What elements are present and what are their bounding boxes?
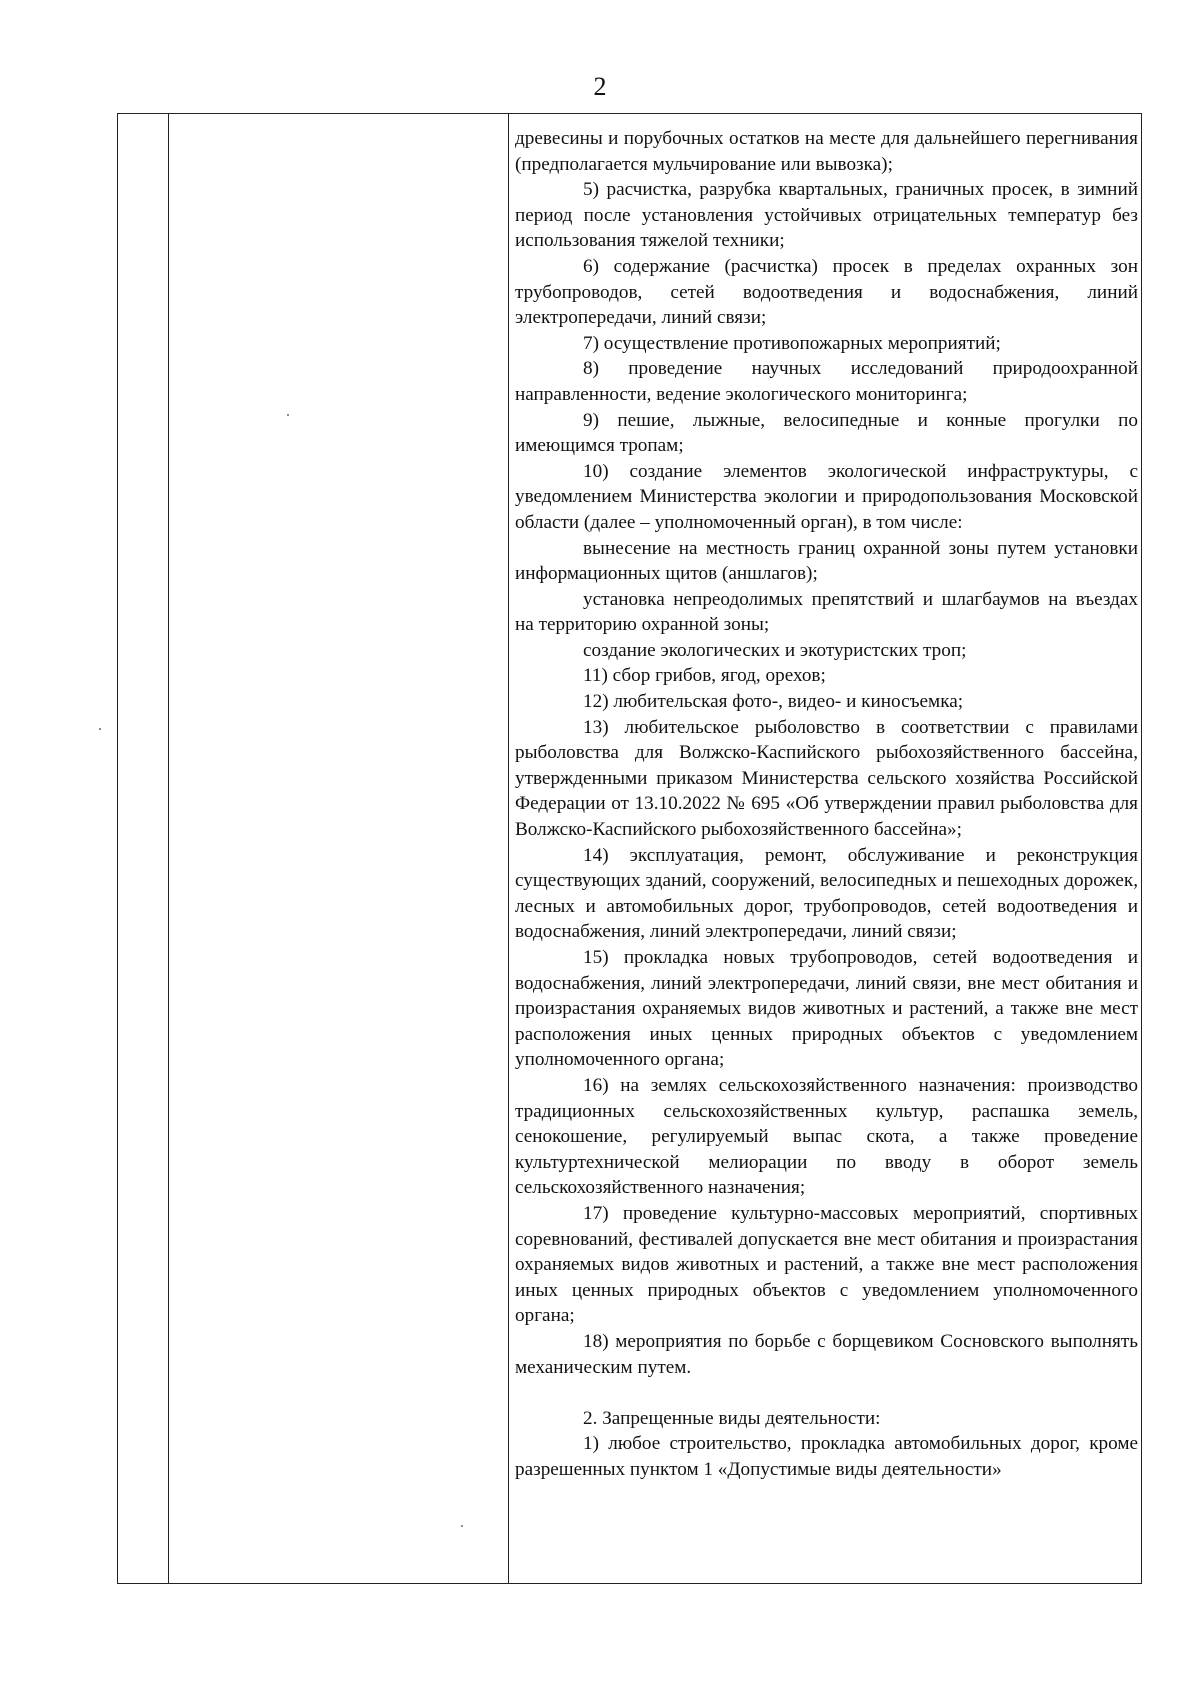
scan-speck: [461, 1525, 463, 1527]
list-item: 13) любительское рыболовство в соответствии с правилами рыболовства для Волжско-Каспийского рыбохозяйственного бассейна, утвержденными приказом Министерства сельского хозяйства Российской Федерации от 13.10.2022 № 695 «Об утверждении правил рыболовства для Волжско-Каспийского рыбохозяйственного бассейна»;: [515, 716, 1138, 841]
page-number: 2: [593, 72, 607, 101]
list-item: 11) сбор грибов, ягод, орехов;: [583, 665, 826, 687]
scan-speck: [287, 414, 289, 416]
sub-item: создание экологических и экотуристских троп;: [583, 639, 967, 661]
paragraph-continuation: древесины и порубочных остатков на месте для дальнейшего перегнивания (предполагается мульчирование или вывозка);: [515, 128, 1138, 175]
list-item: 6) содержание (расчистка) просек в пределах охранных зон трубопроводов, сетей водоотведения и водоснабжения, линий электропередачи, линий связи;: [515, 255, 1138, 329]
list-item: 18) мероприятия по борьбе с борщевиком Сосновского выполнять механическим путем.: [515, 1330, 1138, 1378]
table-cell-text: [515, 126, 1138, 1482]
list-item: 10) создание элементов экологической инфраструктуры, с уведомлением Министерства экологии и природопользования Московской области (далее – уполномоченный орган), в том числе:: [515, 460, 1138, 533]
sub-item: установка непреодолимых препятствий и шлагбаумов на въездах на территорию охранной зоны;: [515, 588, 1138, 636]
list-item: 7) осуществление противопожарных мероприятий;: [583, 332, 1001, 354]
scan-speck: [99, 728, 101, 730]
list-item: 9) пешие, лыжные, велосипедные и конные прогулки по имеющимся тропам;: [515, 409, 1138, 457]
list-item: 16) на землях сельскохозяйственного назначения: производство традиционных сельскохозяйственных культур, распашка земель, сенокошение, регулируемый выпас скота, а также проведение культуртехнической мелиорации по вводу в оборот земель сельскохозяйственного назначения;: [515, 1074, 1138, 1199]
list-item: 5) расчистка, разрубка квартальных, граничных просек, в зимний период после установления устойчивых отрицательных температур без использования тяжелой техники;: [515, 179, 1138, 252]
sub-item: вынесение на местность границ охранной зоны путем установки информационных щитов (аншлагов);: [515, 537, 1138, 585]
regulation-table: [117, 113, 1142, 1584]
table-column-divider: [508, 114, 509, 1583]
list-item: 17) проведение культурно-массовых мероприятий, спортивных соревнований, фестивалей допускается вне мест обитания и произрастания охраняемых видов животных и растений, а также вне мест расположения иных ценных природных объектов с уведомлением уполномоченного органа;: [515, 1202, 1138, 1327]
list-item: 14) эксплуатация, ремонт, обслуживание и реконструкция существующих зданий, сооружений, велосипедных и пешеходных дорожек, лесных и автомобильных дорог, трубопроводов, сетей водоотведения и водоснабжения, линий электропередачи, линий связи;: [515, 844, 1138, 943]
list-item: 15) прокладка новых трубопроводов, сетей водоотведения и водоснабжения, линий электропередачи, линий связи, вне мест обитания и произрастания охраняемых видов животных и растений, а также вне мест расположения иных ценных природных объектов с уведомлением уполномоченного органа;: [515, 947, 1138, 1071]
section-heading: 2. Запрещенные виды деятельности:: [583, 1407, 881, 1429]
list-item: 1) любое строительство, прокладка автомобильных дорог, кроме разрешенных пунктом 1 «Допустимые виды деятельности»: [515, 1433, 1138, 1480]
list-item: 8) проведение научных исследований природоохранной направленности, ведение экологического мониторинга;: [515, 358, 1138, 405]
table-column-divider: [168, 114, 169, 1583]
list-item: 12) любительская фото-, видео- и киносъемка;: [583, 691, 964, 713]
